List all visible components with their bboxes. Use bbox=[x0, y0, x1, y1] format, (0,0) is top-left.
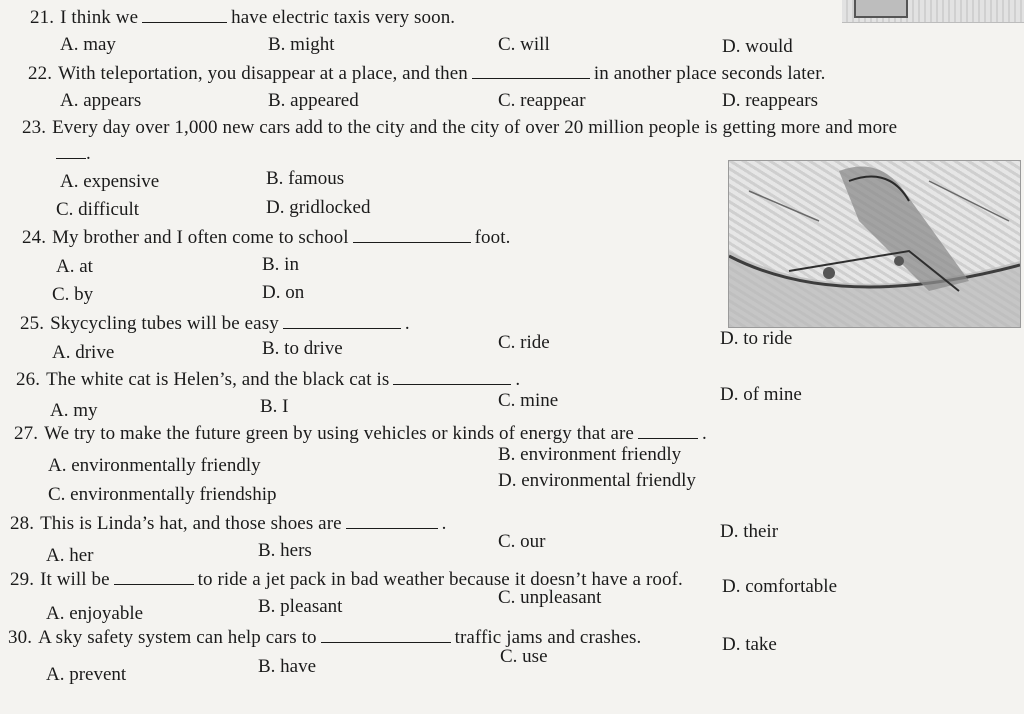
question-29: 29. It will be to ride a jet pack in bad weather because it doesn’t have a roof. bbox=[10, 569, 683, 590]
skycycling-illustration bbox=[729, 161, 1020, 327]
option-29a[interactable]: A. enjoyable bbox=[46, 603, 144, 624]
option-23b[interactable]: B. famous bbox=[266, 168, 345, 189]
question-24: 24. My brother and I often come to school foot. bbox=[22, 227, 511, 248]
answer-blank[interactable] bbox=[472, 62, 590, 79]
option-22c[interactable]: C. reappear bbox=[498, 90, 586, 111]
option-22b[interactable]: B. appeared bbox=[268, 90, 359, 111]
option-29d[interactable]: D. comfortable bbox=[722, 576, 838, 597]
option-30d[interactable]: D. take bbox=[722, 634, 777, 655]
option-22d[interactable]: D. reappears bbox=[722, 90, 819, 111]
answer-blank[interactable] bbox=[283, 312, 401, 329]
option-26a[interactable]: A. my bbox=[50, 400, 98, 421]
question-21: 21. I think we have electric taxis very soon. bbox=[30, 7, 456, 28]
option-30b[interactable]: B. have bbox=[258, 656, 317, 677]
answer-blank[interactable] bbox=[353, 226, 471, 243]
option-21a[interactable]: A. may bbox=[60, 34, 116, 55]
question-26: 26. The white cat is Helen’s, and the black cat is . bbox=[16, 369, 521, 390]
option-27a[interactable]: A. environmentally friendly bbox=[48, 455, 261, 476]
option-24c[interactable]: C. by bbox=[52, 284, 94, 305]
option-24a[interactable]: A. at bbox=[56, 256, 93, 277]
option-29c[interactable]: C. unpleasant bbox=[498, 587, 602, 608]
answer-blank[interactable] bbox=[346, 512, 438, 529]
option-23d[interactable]: D. gridlocked bbox=[266, 197, 371, 218]
answer-blank[interactable] bbox=[114, 568, 194, 585]
option-28c[interactable]: C. our bbox=[498, 531, 546, 552]
option-28a[interactable]: A. her bbox=[46, 545, 94, 566]
option-29b[interactable]: B. pleasant bbox=[258, 596, 343, 617]
option-26d[interactable]: D. of mine bbox=[720, 384, 802, 405]
answer-blank[interactable] bbox=[142, 6, 227, 23]
question-23-continued: . bbox=[56, 142, 91, 165]
option-27c[interactable]: C. environmentally friendship bbox=[48, 484, 277, 505]
question-23: 23. Every day over 1,000 new cars add to the city and the city of over 20 million people is getting more and more bbox=[22, 117, 898, 138]
option-28d[interactable]: D. their bbox=[720, 521, 779, 542]
option-24b[interactable]: B. in bbox=[262, 254, 299, 275]
answer-blank[interactable] bbox=[638, 422, 698, 439]
option-21c[interactable]: C. will bbox=[498, 34, 550, 55]
question-22: 22. With teleportation, you disappear at a place, and then in another place seconds later. bbox=[28, 63, 826, 84]
option-28b[interactable]: B. hers bbox=[258, 540, 312, 561]
option-27b[interactable]: B. environment friendly bbox=[498, 444, 682, 465]
option-30c[interactable]: C. use bbox=[500, 646, 548, 667]
skycycling-photo bbox=[728, 160, 1021, 328]
option-23c[interactable]: C. difficult bbox=[56, 199, 140, 220]
option-26b[interactable]: B. I bbox=[260, 396, 289, 417]
question-25: 25. Skycycling tubes will be easy . bbox=[20, 313, 410, 334]
answer-blank[interactable] bbox=[321, 626, 451, 643]
option-25b[interactable]: B. to drive bbox=[262, 338, 343, 359]
option-21b[interactable]: B. might bbox=[268, 34, 335, 55]
option-24d[interactable]: D. on bbox=[262, 282, 305, 303]
option-22a[interactable]: A. appears bbox=[60, 90, 142, 111]
cropped-image-top-right bbox=[842, 0, 1024, 23]
badge-graphic bbox=[854, 0, 908, 18]
option-25c[interactable]: C. ride bbox=[498, 332, 550, 353]
option-25a[interactable]: A. drive bbox=[52, 342, 115, 363]
question-27: 27. We try to make the future green by using vehicles or kinds of energy that are . bbox=[14, 423, 707, 444]
answer-blank[interactable] bbox=[393, 368, 511, 385]
question-28: 28. This is Linda’s hat, and those shoes are . bbox=[10, 513, 447, 534]
option-30a[interactable]: A. prevent bbox=[46, 664, 127, 685]
answer-blank[interactable] bbox=[56, 142, 86, 159]
option-25d[interactable]: D. to ride bbox=[720, 328, 793, 349]
option-26c[interactable]: C. mine bbox=[498, 390, 559, 411]
question-30: 30. A sky safety system can help cars to traffic jams and crashes. bbox=[8, 627, 642, 648]
option-21d[interactable]: D. would bbox=[722, 36, 793, 57]
option-23a[interactable]: A. expensive bbox=[60, 171, 160, 192]
option-27d[interactable]: D. environmental friendly bbox=[498, 470, 696, 491]
